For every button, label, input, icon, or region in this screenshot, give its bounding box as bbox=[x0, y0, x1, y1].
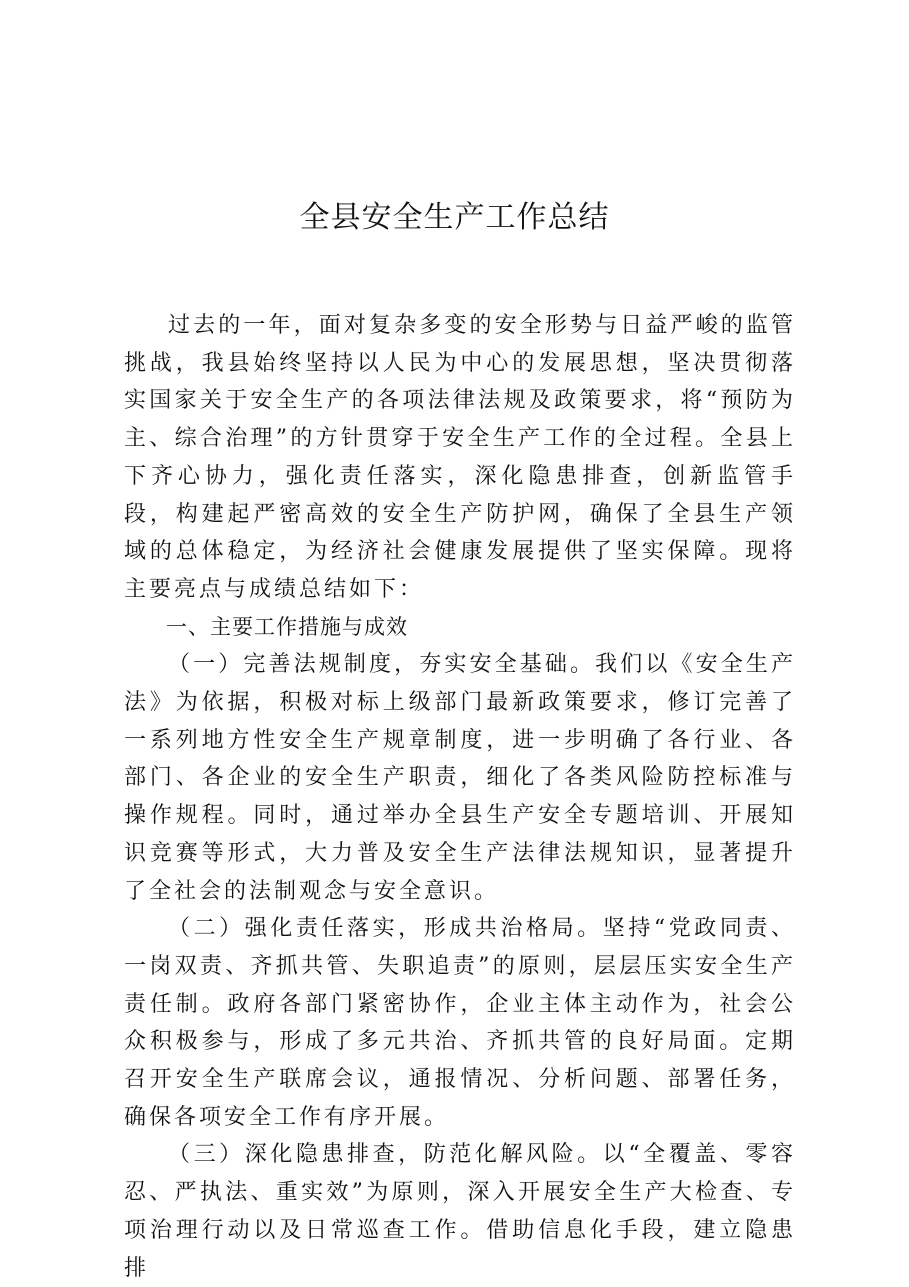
paragraph-1: （一）完善法规制度，夯实安全基础。我们以《安全生产法》为依据，积极对标上级部门最新政策要求，修订完善了一系列地方性安全生产规章制度，进一步明确了各行业、各部门、各企业的安全生产职责，细化了各类风险防控标准与操作规程。同时，通过举办全县生产安全专题培训、开展知识竞赛等形式，大力普及安全生产法律法规知识，显著提升了全社会的法制观念与安全意识。 bbox=[124, 652, 796, 904]
paragraph-3: （三）深化隐患排查，防范化解风险。以“全覆盖、零容忍、严执法、重实效”为原则，深入开展安全生产大检查、专项治理行动以及日常巡查工作。借助信息化手段，建立隐患排 bbox=[124, 1142, 796, 1281]
document-title: 全县安全生产工作总结 bbox=[299, 200, 610, 235]
document-body bbox=[124, 307, 796, 1287]
section-heading: 一、主要工作措施与成效 bbox=[166, 614, 408, 639]
intro-paragraph: 过去的一年，面对复杂多变的安全形势与日益严峻的监管挑战，我县始终坚持以人民为中心的发展思想，坚决贯彻落实国家关于安全生产的各项法律法规及政策要求，将“预防为主、综合治理”的方针贯穿于安全生产工作的全过程。全县上下齐心协力，强化责任落实，深化隐患排查，创新监管手段，构建起严密高效的安全生产防护网，确保了全县生产领域的总体稳定，为经济社会健康发展提供了坚实保障。现将主要亮点与成绩总结如下： bbox=[124, 313, 796, 602]
paragraph-2: （二）强化责任落实，形成共治格局。坚持“党政同责、一岗双责、齐抓共管、失职追责”的原则，层层压实安全生产责任制。政府各部门紧密协作，企业主体主动作为，社会公众积极参与，形成了多元共治、齐抓共管的良好局面。定期召开安全生产联席会议，通报情况、分析问题、部署任务，确保各项安全工作有序开展。 bbox=[124, 916, 796, 1130]
